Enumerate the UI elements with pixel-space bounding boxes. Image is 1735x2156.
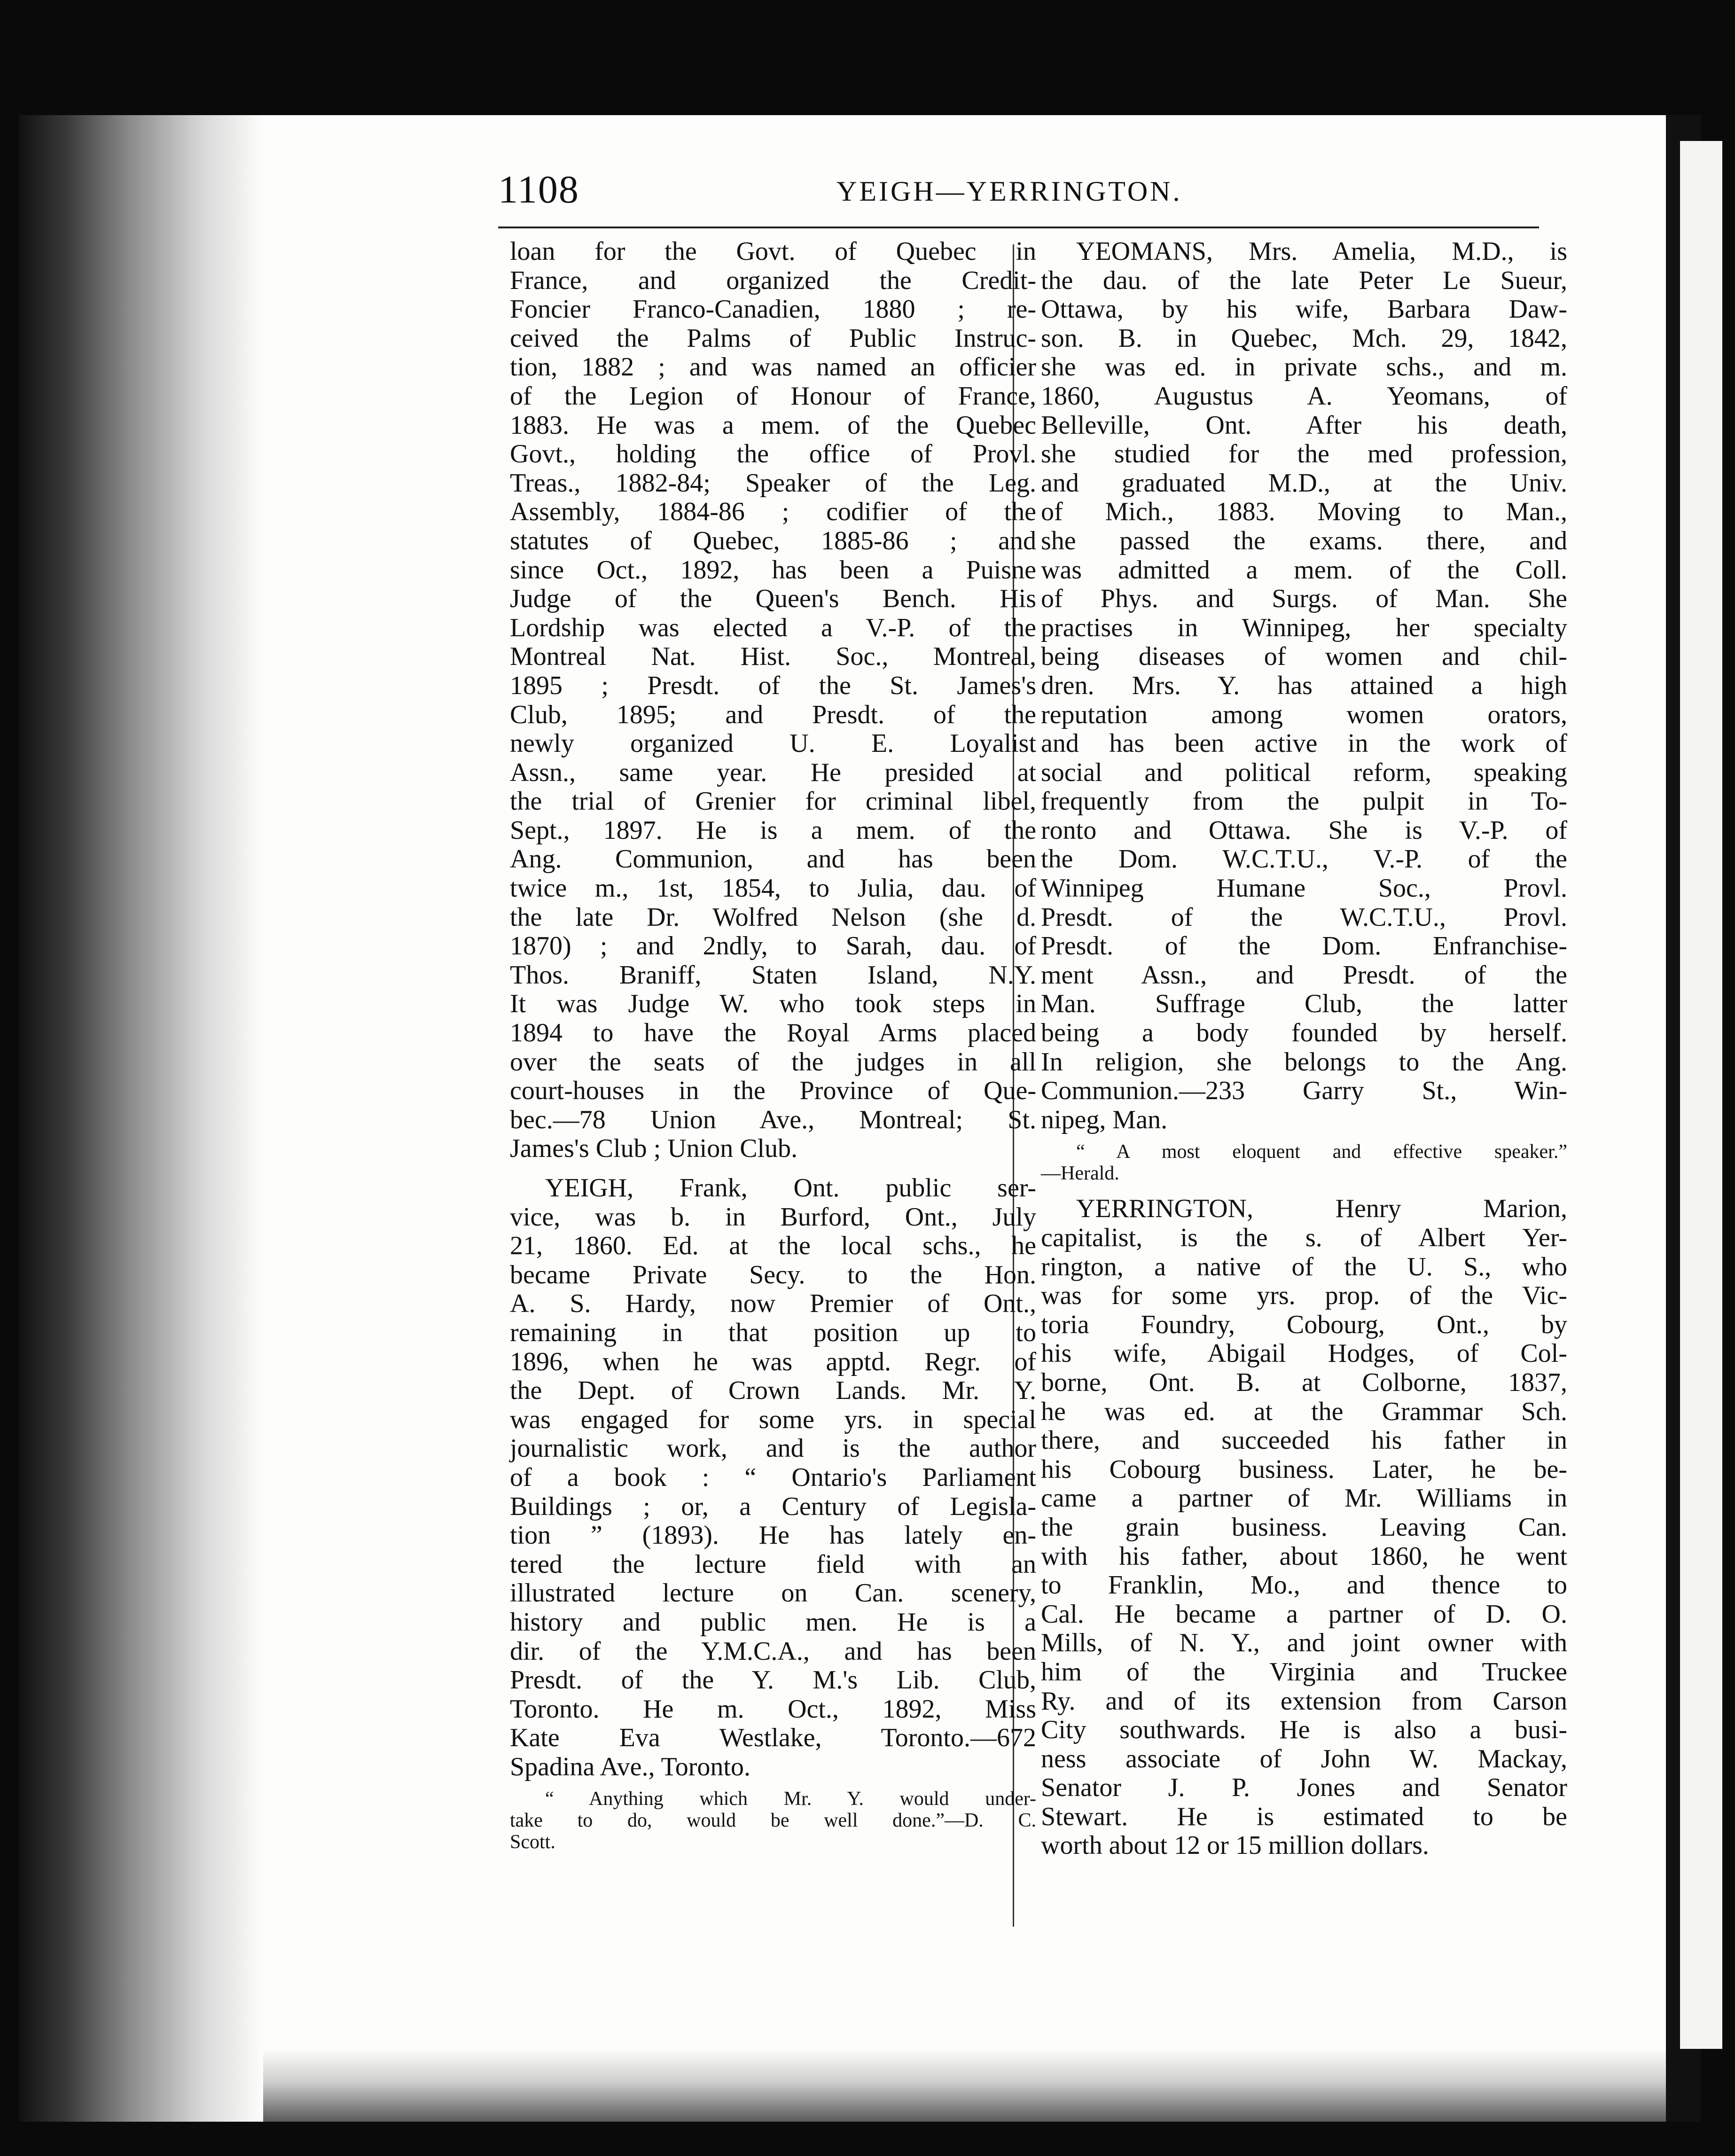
text-line: Judge of the Queen's Bench. His [510, 584, 1036, 614]
text-line: capitalist, is the s. of Albert Yer- [1041, 1223, 1567, 1252]
text-line: Scott. [510, 1831, 555, 1853]
text-line: 1895 ; Presdt. of the St. James's [510, 671, 1036, 700]
text-line: was for some yrs. prop. of the Vic- [1041, 1281, 1567, 1311]
text-line: remaining in that position up to [510, 1318, 1036, 1347]
text-line: with his father, about 1860, he went [1041, 1541, 1567, 1571]
text-line: Thos. Braniff, Staten Island, N.Y. [510, 960, 1036, 990]
text-line: the Dom. W.C.T.U., V.-P. of the [1041, 844, 1567, 874]
text-line: dren. Mrs. Y. has attained a high [1041, 671, 1567, 700]
text-line: 1883. He was a mem. of the Quebec [510, 410, 1036, 440]
text-line: she studied for the med profession, [1041, 439, 1567, 469]
yerrington-entry [1041, 1195, 1567, 1860]
text-line: Presdt. of the Y. M.'s Lib. Club, [510, 1665, 1036, 1695]
text-line: practises in Winnipeg, her specialty [1041, 613, 1567, 642]
text-line: 1870) ; and 2ndly, to Sarah, dau. of [510, 931, 1036, 961]
text-line: social and political reform, speaking [1041, 758, 1567, 787]
text-line: Spadina Ave., Toronto. [510, 1752, 750, 1781]
text-line: YEIGH, Frank, Ont. public ser- [545, 1173, 1036, 1203]
text-line: tion, 1882 ; and was named an officier [510, 352, 1036, 382]
text-line: YERRINGTON, Henry Marion, [1076, 1194, 1567, 1224]
text-line: became Private Secy. to the Hon. [510, 1260, 1036, 1289]
text-line: being diseases of women and chil- [1041, 642, 1567, 672]
text-line: take to do, would be well done.”—D. C. [510, 1810, 1036, 1832]
text-line: nipeg, Man. [1041, 1105, 1168, 1134]
text-line: Winnipeg Humane Soc., Provl. [1041, 874, 1567, 903]
text-line: Presdt. of the Dom. Enfranchise- [1041, 931, 1567, 961]
text-line: Treas., 1882-84; Speaker of the Leg. [510, 468, 1036, 498]
text-line: frequently from the pulpit in To- [1041, 787, 1567, 816]
text-line: Belleville, Ont. After his death, [1041, 410, 1567, 440]
text-line: toria Foundry, Cobourg, Ont., by [1041, 1310, 1567, 1339]
text-line: history and public men. He is a [510, 1607, 1036, 1637]
yeigh-entry [510, 1174, 1036, 1781]
text-line: Senator J. P. Jones and Senator [1041, 1773, 1567, 1803]
text-line: Presdt. of the W.C.T.U., Provl. [1041, 902, 1567, 932]
text-line: Assembly, 1884-86 ; codifier of the [510, 497, 1036, 527]
text-line: ment Assn., and Presdt. of the [1041, 960, 1567, 990]
text-line: Ry. and of its extension from Carson [1041, 1686, 1567, 1716]
text-line: of Phys. and Surgs. of Man. She [1041, 584, 1567, 614]
text-line: his wife, Abigail Hodges, of Col- [1041, 1339, 1567, 1368]
text-line: since Oct., 1892, has been a Puisne [510, 555, 1036, 585]
page-shadow-bottom [263, 2049, 1680, 2122]
text-line: “ A most eloquent and effective speaker.” [1076, 1141, 1567, 1163]
text-line: vice, was b. in Burford, Ont., July [510, 1202, 1036, 1232]
text-line: France, and organized the Credit- [510, 266, 1036, 295]
text-line: Communion.—233 Garry St., Win- [1041, 1076, 1567, 1106]
text-line: was engaged for some yrs. in special [510, 1405, 1036, 1434]
yeigh-quote [510, 1788, 1036, 1853]
text-line: Foncier Franco-Canadien, 1880 ; re- [510, 295, 1036, 324]
text-line: In religion, she belongs to the Ang. [1041, 1047, 1567, 1077]
text-line: of a book : “ Ontario's Parliament [510, 1462, 1036, 1492]
text-line: —Herald. [1041, 1163, 1119, 1185]
page-number: 1108 [498, 168, 579, 211]
text-line: 1860, Augustus A. Yeomans, of [1041, 381, 1567, 411]
text-line: YEOMANS, Mrs. Amelia, M.D., is [1076, 237, 1567, 266]
text-line: loan for the Govt. of Quebec in [510, 237, 1036, 266]
text-line: there, and succeeded his father in [1041, 1426, 1567, 1455]
text-line: he was ed. at the Grammar Sch. [1041, 1397, 1567, 1426]
text-line: borne, Ont. B. at Colborne, 1837, [1041, 1367, 1567, 1397]
text-line: the grain business. Leaving Can. [1041, 1512, 1567, 1542]
left-column [510, 237, 1036, 1853]
text-line: James's Club ; Union Club. [510, 1134, 798, 1164]
text-line: of the Legion of Honour of France, [510, 381, 1036, 411]
text-line: illustrated lecture on Can. scenery, [510, 1578, 1036, 1608]
page-shadow-left [19, 115, 263, 2122]
text-line: of Mich., 1883. Moving to Man., [1041, 497, 1567, 527]
text-line: newly organized U. E. Loyalist [510, 729, 1036, 758]
text-line: ceived the Palms of Public Instruc- [510, 323, 1036, 353]
text-line: statutes of Quebec, 1885-86 ; and [510, 526, 1036, 555]
yeomans-quote [1041, 1141, 1567, 1184]
text-line: son. B. in Quebec, Mch. 29, 1842, [1041, 323, 1567, 353]
text-line: Cal. He became a partner of D. O. [1041, 1599, 1567, 1629]
text-line: tion ” (1893). He has lately en- [510, 1521, 1036, 1550]
running-head: YEIGH—YERRINGTON. [836, 176, 1182, 207]
text-line: 1894 to have the Royal Arms placed [510, 1018, 1036, 1048]
text-line: court-houses in the Province of Que- [510, 1076, 1036, 1106]
text-line: reputation among women orators, [1041, 700, 1567, 729]
header-rule [498, 227, 1539, 228]
text-line: she passed the exams. there, and [1041, 526, 1567, 555]
text-line: Montreal Nat. Hist. Soc., Montreal, [510, 642, 1036, 672]
page-header [498, 162, 1541, 219]
text-line: dir. of the Y.M.C.A., and has been [510, 1636, 1036, 1666]
wurtele-entry-continued [510, 237, 1036, 1164]
text-line: Govt., holding the office of Provl. [510, 439, 1036, 469]
text-line: rington, a native of the U. S., who [1041, 1252, 1567, 1281]
text-line: tered the lecture field with an [510, 1549, 1036, 1579]
text-line: Club, 1895; and Presdt. of the [510, 700, 1036, 729]
text-line: ronto and Ottawa. She is V.-P. of [1041, 815, 1567, 845]
text-line: Sept., 1897. He is a mem. of the [510, 815, 1036, 845]
text-line: worth about 12 or 15 million dollars. [1041, 1831, 1429, 1860]
right-column [1041, 237, 1567, 1860]
text-line: was admitted a mem. of the Coll. [1041, 555, 1567, 585]
text-line: Kate Eva Westlake, Toronto.—672 [510, 1723, 1036, 1753]
text-line: twice m., 1st, 1854, to Julia, dau. of [510, 874, 1036, 903]
next-page-edge [1680, 141, 1722, 2049]
text-line: 1896, when he was apptd. Regr. of [510, 1347, 1036, 1376]
text-line: Man. Suffrage Club, the latter [1041, 989, 1567, 1019]
text-line: over the seats of the judges in all [510, 1047, 1036, 1077]
text-line: Ang. Communion, and has been [510, 844, 1036, 874]
text-line: the late Dr. Wolfred Nelson (she d. [510, 902, 1036, 932]
text-line: City southwards. He is also a busi- [1041, 1715, 1567, 1745]
yeomans-entry [1041, 237, 1567, 1134]
text-line: the trial of Grenier for criminal libel, [510, 787, 1036, 816]
text-line: 21, 1860. Ed. at the local schs., he [510, 1231, 1036, 1261]
text-line: Ottawa, by his wife, Barbara Daw- [1041, 295, 1567, 324]
text-line: A. S. Hardy, now Premier of Ont., [510, 1289, 1036, 1319]
text-line: being a body founded by herself. [1041, 1018, 1567, 1048]
text-line: and has been active in the work of [1041, 729, 1567, 758]
text-line: him of the Virginia and Truckee [1041, 1657, 1567, 1687]
text-line: Lordship was elected a V.-P. of the [510, 613, 1036, 642]
text-line: his Cobourg business. Later, he be- [1041, 1454, 1567, 1484]
text-line: Assn., same year. He presided at [510, 758, 1036, 787]
text-line: came a partner of Mr. Williams in [1041, 1484, 1567, 1513]
text-line: Mills, of N. Y., and joint owner with [1041, 1628, 1567, 1658]
text-line: the dau. of the late Peter Le Sueur, [1041, 266, 1567, 295]
text-line: Stewart. He is estimated to be [1041, 1802, 1567, 1831]
text-line: It was Judge W. who took steps in [510, 989, 1036, 1019]
text-line: “ Anything which Mr. Y. would under- [545, 1788, 1036, 1810]
text-line: to Franklin, Mo., and thence to [1041, 1570, 1567, 1600]
text-line: Toronto. He m. Oct., 1892, Miss [510, 1694, 1036, 1724]
text-line: she was ed. in private schs., and m. [1041, 352, 1567, 382]
text-line: ness associate of John W. Mackay, [1041, 1744, 1567, 1773]
text-line: Buildings ; or, a Century of Legisla- [510, 1492, 1036, 1521]
text-line: the Dept. of Crown Lands. Mr. Y. [510, 1376, 1036, 1406]
text-line: and graduated M.D., at the Univ. [1041, 468, 1567, 498]
text-line: bec.—78 Union Ave., Montreal; St. [510, 1105, 1036, 1134]
text-line: journalistic work, and is the author [510, 1434, 1036, 1463]
